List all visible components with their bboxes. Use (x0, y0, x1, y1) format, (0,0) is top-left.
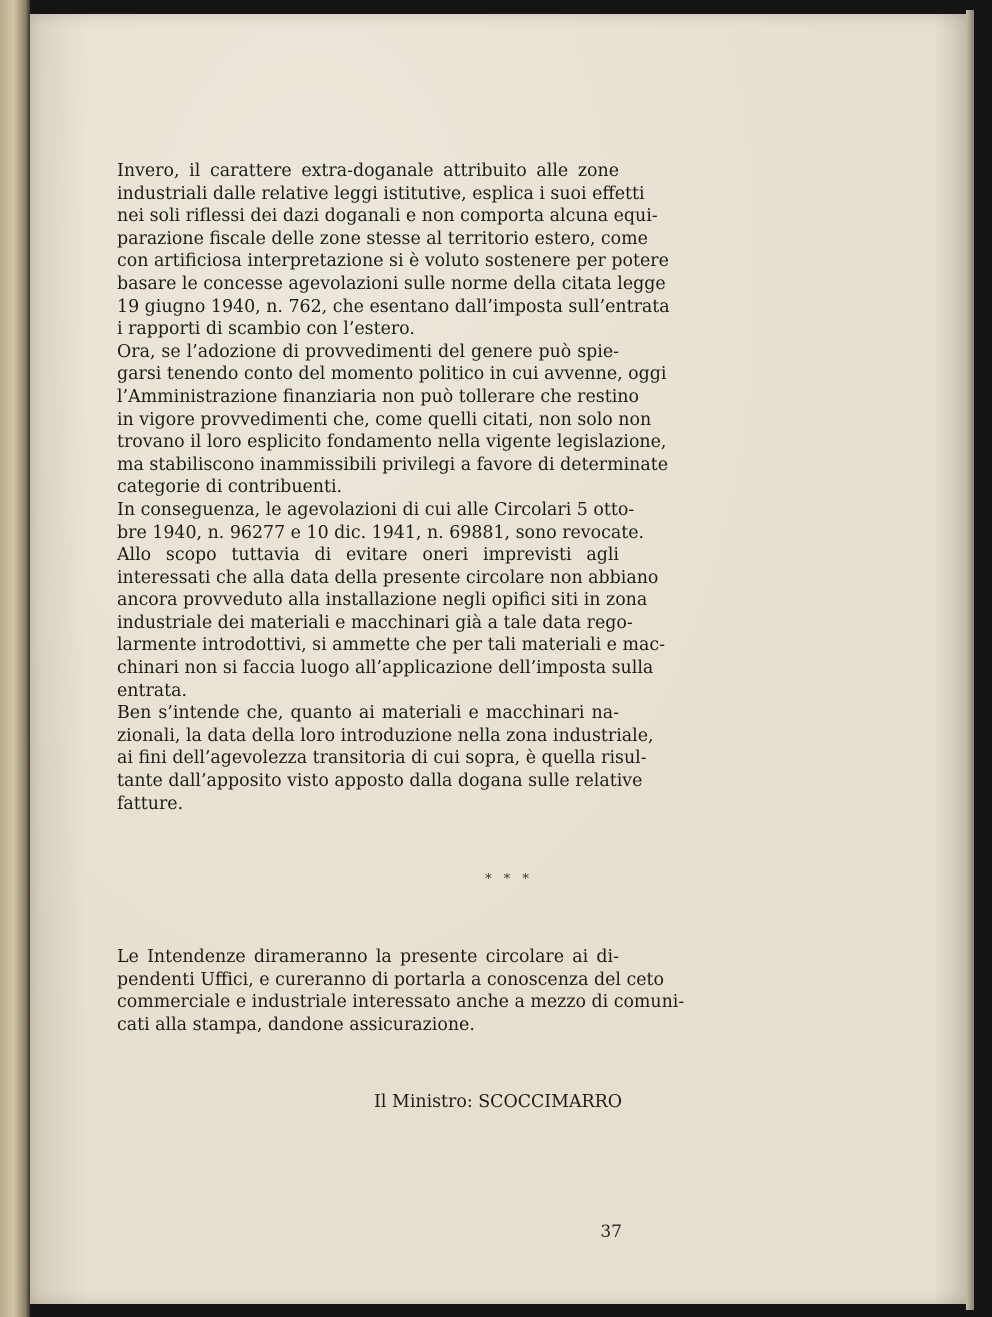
page-number: 37 (600, 1222, 622, 1242)
text-line: larmente introdottivi, si ammette che per tali materiali e mac- (117, 635, 665, 656)
text-line: Ben s’intende che, quanto ai materiali e macchinari na- (117, 703, 619, 724)
paragraph-5 (76, 702, 654, 815)
text-line: pendenti Uffici, e cureranno di portarla a conoscenza del ceto (117, 969, 664, 990)
text-line: i rapporti di scambio con l’estero. (117, 319, 415, 340)
text-line: interessati che alla data della presente circolare non abbiano (117, 567, 659, 588)
text-line: basare le concesse agevolazioni sulle norme della citata legge (117, 273, 666, 294)
text-line: bre 1940, n. 96277 e 10 dic. 1941, n. 69881, sono revocate. (117, 522, 645, 543)
paragraph-1 (76, 160, 670, 341)
minister-signature: Il Ministro: SCOCCIMARRO (374, 1092, 622, 1112)
text-line: parazione fiscale delle zone stesse al territorio estero, come (117, 228, 648, 249)
text-line: categorie di contribuenti. (117, 477, 343, 498)
text-line: 19 giugno 1940, n. 762, che esentano dall’imposta sull’entrata (117, 296, 670, 317)
text-line: tante dall’apposito visto apposto dalla dogana sulle relative (117, 771, 643, 792)
paragraph-3 (76, 499, 645, 544)
text-line: garsi tenendo conto del momento politico in cui avvenne, oggi (117, 364, 667, 385)
text-line: zionali, la data della loro introduzione nella zona industriale, (117, 725, 654, 746)
text-line: industriale dei materiali e macchinari già a tale data rego- (117, 612, 633, 633)
text-line: fatture. (117, 793, 184, 814)
text-line: Invero, il carattere extra-doganale attribuito alle zone (117, 161, 619, 181)
paragraph-closing (76, 946, 685, 1036)
text-line: nei soli riflessi dei dazi doganali e non comporta alcuna equi- (117, 206, 658, 227)
text-line: ancora provveduto alla installazione negli opifici siti in zona (117, 590, 648, 611)
text-line: commerciale e industriale interessato anche a mezzo di comuni- (117, 992, 685, 1013)
text-line: ma stabiliscono inammissibili privilegi a favore di determinate (117, 454, 668, 475)
text-line: industriali dalle relative leggi istitutive, esplica i suoi effetti (117, 183, 645, 204)
text-line: in vigore provvedimenti che, come quelli citati, non solo non (117, 409, 652, 430)
text-line: cati alla stampa, dandone assicurazione. (117, 1014, 475, 1035)
text-line: entrata. (117, 680, 188, 701)
right-page-edge (966, 10, 974, 1310)
section-separator: * * * (485, 872, 533, 887)
text-line: Le Intendenze dirameranno la presente circolare ai di- (117, 947, 619, 967)
text-line: Allo scopo tuttavia di evitare oneri imprevisti agli (117, 545, 619, 566)
text-line: In conseguenza, le agevolazioni di cui alle Circolari 5 otto- (117, 499, 635, 520)
text-line: con artificiosa interpretazione si è voluto sostenere per potere (117, 251, 669, 272)
text-line: l’Amministrazione finanziaria non può tollerare che restino (117, 386, 639, 407)
page-sheet (30, 14, 972, 1304)
closing-paragraph (76, 946, 685, 1036)
body-text (76, 160, 670, 815)
text-line: ai fini dell’agevolezza transitoria di cui sopra, è quella risul- (117, 748, 647, 769)
paragraph-4 (76, 544, 665, 702)
text-line: Ora, se l’adozione di provvedimenti del genere può spie- (117, 341, 619, 362)
paragraph-2 (76, 341, 668, 499)
left-page-edge (0, 0, 30, 1317)
text-line: chinari non si faccia luogo all’applicazione dell’imposta sulla (117, 658, 654, 679)
text-line: trovano il loro esplicito fondamento nella vigente legislazione, (117, 432, 667, 453)
